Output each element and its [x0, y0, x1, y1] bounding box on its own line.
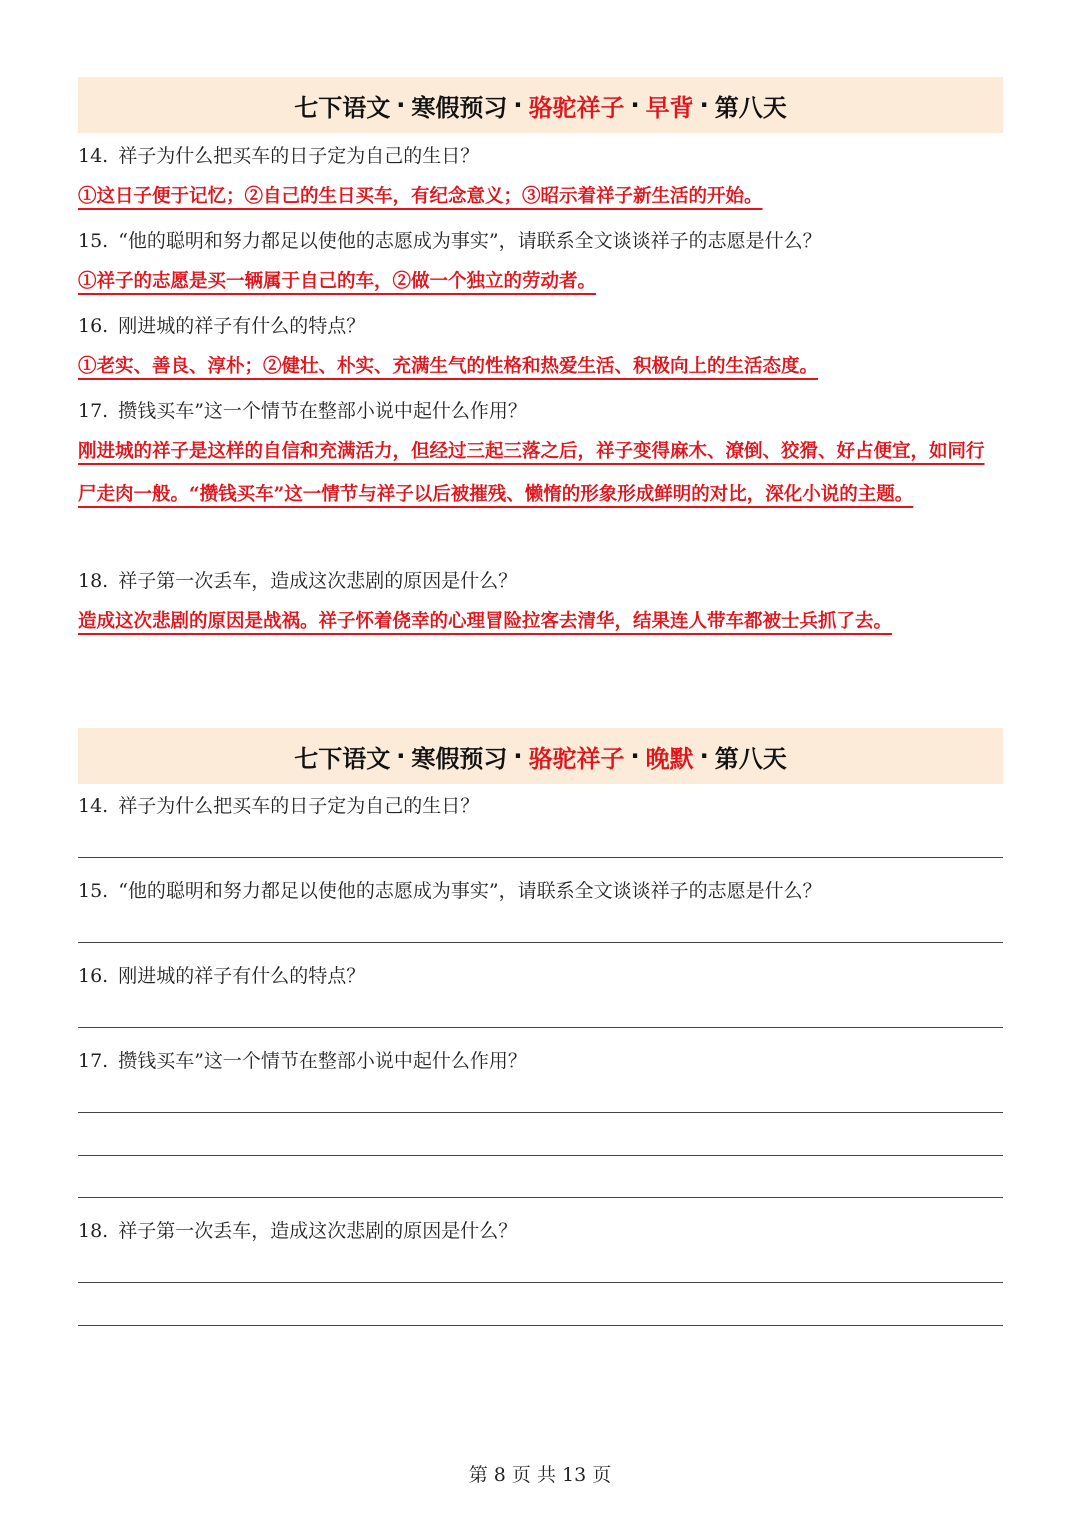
answer-line[interactable] [78, 1282, 1003, 1283]
answer-line[interactable] [78, 1325, 1003, 1326]
banner-day: 第八天 [714, 93, 787, 122]
banner-separator: · [630, 91, 640, 119]
evening-question-15 [78, 878, 822, 904]
banner-separator: · [630, 742, 640, 770]
morning-answer-18: 造成这次悲剧的原因是战祸。祥子怀着侥幸的心理冒险拉客去清华，结果连人带车都被士兵抓了去。 [78, 611, 893, 632]
banner-term: 寒假预习 [411, 744, 508, 773]
question-number: 15. [78, 880, 109, 902]
evening-question-14 [78, 793, 479, 819]
banner-mode: 早背 [645, 93, 694, 122]
banner-separator: · [699, 91, 709, 119]
question-number: 17. [78, 400, 109, 422]
question-text: 攒钱买车”这一个情节在整部小说中起什么作用？ [118, 1050, 527, 1072]
banner-separator: · [396, 91, 406, 119]
evening-question-18 [78, 1218, 517, 1244]
banner-term: 寒假预习 [411, 93, 508, 122]
answer-line[interactable] [78, 1027, 1003, 1028]
question-number: 14. [78, 795, 109, 817]
morning-answer-14: ①这日子便于记忆；②自己的生日买车，有纪念意义；③昭示着祥子新生活的开始。 [78, 186, 763, 207]
banner-separator: · [513, 91, 523, 119]
question-text: 祥子第一次丢车，造成这次悲剧的原因是什么？ [118, 570, 518, 592]
question-number: 16. [78, 315, 109, 337]
page-number: 第 8 页 共 13 页 [468, 1464, 612, 1486]
question-number: 16. [78, 965, 109, 987]
answer-line[interactable] [78, 942, 1003, 943]
question-text: “他的聪明和努力都足以使他的志愿成为事实”，请联系全文谈谈祥子的志愿是什么？ [118, 230, 822, 252]
question-number: 18. [78, 1220, 109, 1242]
evening-banner [78, 728, 1003, 784]
morning-question-17 [78, 398, 527, 424]
banner-book: 骆驼祥子 [528, 744, 625, 773]
banner-book: 骆驼祥子 [528, 93, 625, 122]
banner-mode: 晚默 [645, 744, 694, 773]
morning-answer-15: ①祥子的志愿是买一辆属于自己的车，②做一个独立的劳动者。 [78, 271, 597, 292]
morning-banner [78, 77, 1003, 133]
banner-day: 第八天 [714, 744, 787, 773]
answer-line[interactable] [78, 1112, 1003, 1113]
banner-separator: · [396, 742, 406, 770]
question-text: 刚进城的祥子有什么的特点？ [118, 315, 366, 337]
morning-question-16 [78, 313, 365, 339]
question-number: 15. [78, 230, 109, 252]
question-text: 刚进城的祥子有什么的特点？ [118, 965, 366, 987]
banner-subject: 七下语文 [294, 744, 391, 773]
banner-separator: · [513, 742, 523, 770]
question-number: 18. [78, 570, 109, 592]
morning-question-18 [78, 568, 517, 594]
question-number: 17. [78, 1050, 109, 1072]
evening-question-17 [78, 1048, 527, 1074]
morning-answer-16: ①老实、善良、淳朴；②健壮、朴实、充满生气的性格和热爱生活、积极向上的生活态度。 [78, 356, 819, 377]
question-text: 祥子为什么把买车的日子定为自己的生日？ [118, 795, 480, 817]
question-text: “他的聪明和努力都足以使他的志愿成为事实”，请联系全文谈谈祥子的志愿是什么？ [118, 880, 822, 902]
evening-question-16 [78, 963, 365, 989]
question-number: 14. [78, 145, 109, 167]
question-text: 祥子第一次丢车，造成这次悲剧的原因是什么？ [118, 1220, 518, 1242]
banner-separator: · [699, 742, 709, 770]
banner-subject: 七下语文 [294, 93, 391, 122]
answer-line[interactable] [78, 1155, 1003, 1156]
answer-line[interactable] [78, 1197, 1003, 1198]
morning-question-14 [78, 143, 479, 169]
question-text: 祥子为什么把买车的日子定为自己的生日？ [118, 145, 480, 167]
answer-line[interactable] [78, 857, 1003, 858]
question-text: 攒钱买车”这一个情节在整部小说中起什么作用？ [118, 400, 527, 422]
morning-question-15 [78, 228, 822, 254]
morning-answer-17: 刚进城的祥子是这样的自信和充满活力，但经过三起三落之后，祥子变得麻木、潦倒、狡猾、好占便宜，如同行尸走肉一般。“攒钱买车”这一情节与祥子以后被摧残、懒惰的形象形成鲜明的对比，深化小说的主题。 [78, 441, 985, 505]
